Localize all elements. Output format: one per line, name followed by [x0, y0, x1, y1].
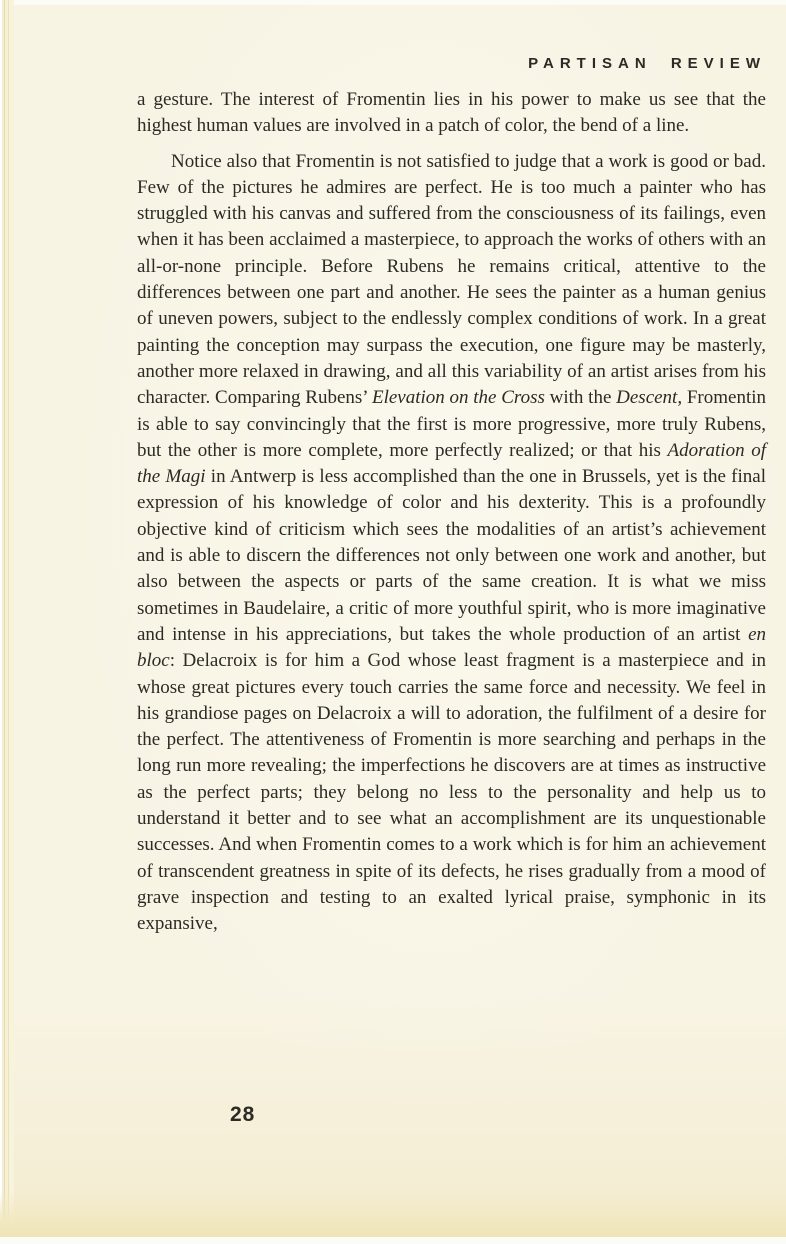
scanner-edge-top — [0, 0, 786, 5]
page-number: 28 — [230, 1103, 256, 1126]
page-bottom-shading — [0, 1191, 786, 1237]
paragraph — [137, 149, 766, 938]
running-head: PARTISAN REVIEW — [528, 55, 766, 72]
text-block — [137, 87, 766, 938]
italic-text-run: Descent, — [616, 387, 683, 409]
text-run: a gesture. The interest of Fromentin lies in his power to make us see that the highest human values are involved in a patch of color, the bend of a line. — [137, 89, 766, 137]
paragraph — [137, 87, 766, 140]
italic-text-run: Adoration of the Magi — [137, 439, 766, 488]
scanner-edge-bottom — [0, 1237, 786, 1244]
text-run: Fromentin is able to say convincingly that the first is more progressive, more truly Rubens, but the other is more complete, more perfectly realized; or that his — [137, 387, 767, 461]
italic-text-run: Elevation on the Cross — [371, 387, 545, 409]
text-run: in Antwerp is less accomplished than the one in Brussels, yet is the final expression of his knowledge of color and his dexterity. This is a profoundly objective kind of criticism which sees the modalities of an artist’s achievement and is able to discern the differences not only between one work and another, but also between the aspects or parts of the same creation. It is what we miss sometimes in Baudelaire, a critic of more youthful spirit, who is more imaginative and intense in his appreciations, but takes the whole production of an artist — [137, 466, 766, 645]
text-run: : Delacroix is for him a God whose least fragment is a masterpiece and in whose great pictures every touch carries the same force and necessity. We feel in his grandiose pages on Delacroix a will to adoration, the fulfilment of a desire for the perfect. The attentiveness of Fromentin is more searching and perhaps in the long run more revealing; the imperfections he discovers are at times as instructive as the perfect parts; they belong no less to the personality and help us to understand it better and to see what an accomplishment are its unquestionable successes. And when Fromentin comes to a work which is for him an achievement of transcendent greatness in spite of its defects, he rises gradually from a mood of grave inspection and testing to an exalted lyrical praise, symphonic in its expansive, — [137, 650, 766, 935]
italic-text-run: en bloc — [137, 623, 766, 672]
text-run: Notice also that Fromentin is not satisfied to judge that a work is good or bad. Few of the pictures he admires are perfect. He is too much a painter who has struggled with his canvas and suffered from the consciousness of its failings, even when it has been acclaimed a masterpiece, to approach the works of others with an all-or-none principle. Before Rubens he remains critical, attentive to the differences between one part and another. He sees the painter as a human genius of uneven powers, subject to the endlessly complex conditions of work. In a great painting the conception may surpass the execution, one figure may be masterly, another more relaxed in drawing, and all this variability of an artist arises from his character. Comparing Rubens’ — [137, 150, 766, 409]
book-page-edges — [0, 0, 14, 1244]
text-run: with the — [544, 387, 617, 409]
